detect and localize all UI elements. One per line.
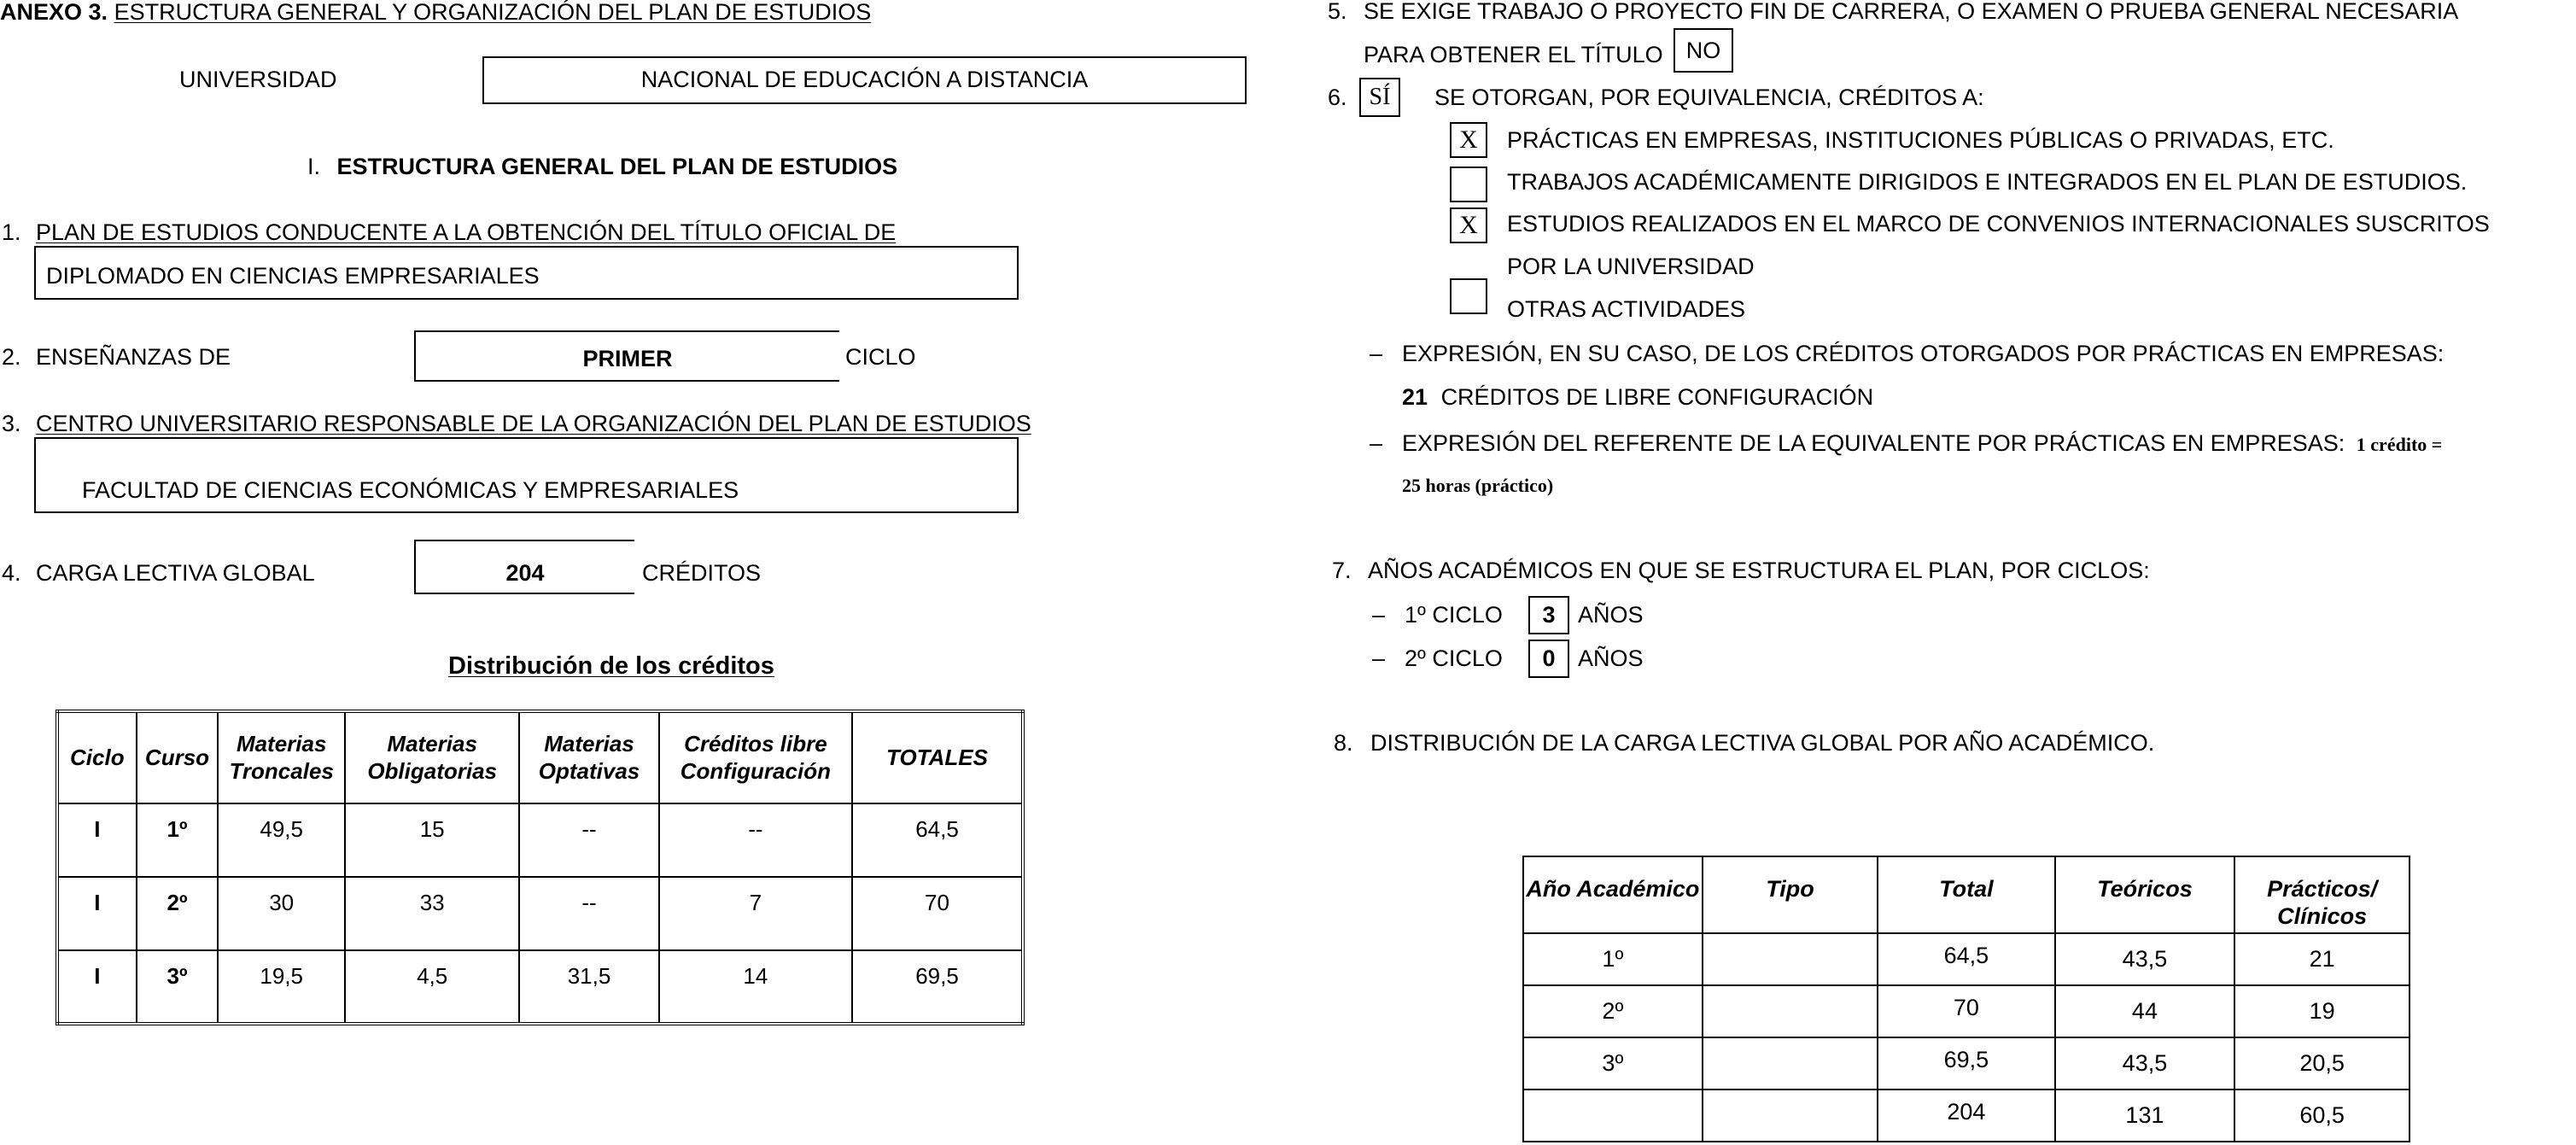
- table-row: [1523, 1090, 2410, 1142]
- year-table: [1522, 856, 2410, 1142]
- section-number: I.: [307, 154, 321, 179]
- table-cell: 43,5: [2055, 933, 2235, 985]
- table-cell: 1º: [137, 803, 219, 877]
- item1-label: PLAN DE ESTUDIOS CONDUCENTE A LA OBTENCIÓN DEL TÍTULO OFICIAL DE: [36, 219, 897, 245]
- annex-heading: [0, 1, 871, 24]
- table-cell: 19,5: [218, 950, 345, 1024]
- table-cell: 3º: [137, 950, 219, 1024]
- expr2-dash: –: [1370, 430, 1383, 456]
- table-cell: 70: [1878, 985, 2054, 1037]
- year-header-teoricos: Teóricos: [2055, 856, 2235, 933]
- table-cell: 69,5: [852, 950, 1023, 1024]
- table-cell: 2º: [137, 877, 219, 950]
- expr2-text: EXPRESIÓN DEL REFERENTE DE LA EQUIVALENTE POR PRÁCTICAS EN EMPRESAS:: [1402, 430, 2345, 456]
- table-cell: [1703, 1090, 1878, 1142]
- expr2-cont: 25 horas (práctico): [1402, 475, 1554, 496]
- item6-number: 6.: [1328, 85, 1347, 110]
- expr2-line: [1402, 432, 2442, 455]
- credits-header-libre: Créditos libre Configuración: [659, 711, 852, 803]
- table-cell: I: [57, 877, 137, 950]
- item2-suffix: CICLO: [845, 344, 916, 370]
- table-cell: --: [519, 803, 658, 877]
- item5-line2: PARA OBTENER EL TÍTULO: [1364, 42, 1663, 67]
- annex-title: ESTRUCTURA GENERAL Y ORGANIZACIÓN DEL PLAN DE ESTUDIOS: [114, 0, 872, 25]
- item1-value: DIPLOMADO EN CIENCIAS EMPRESARIALES: [46, 263, 540, 289]
- item6-label: SE OTORGAN, POR EQUIVALENCIA, CRÉDITOS A:: [1434, 85, 1984, 110]
- table-cell: 204: [1878, 1090, 2054, 1142]
- option-text: ESTUDIOS REALIZADOS EN EL MARCO DE CONVENIOS INTERNACIONALES SUSCRITOS: [1507, 211, 2490, 237]
- item4-suffix: CRÉDITOS: [642, 560, 762, 586]
- item4-value: 204: [505, 560, 545, 586]
- table-cell: 2º: [1523, 985, 1703, 1037]
- table-row: [1523, 1037, 2410, 1090]
- table-cell: 60,5: [2234, 1090, 2410, 1142]
- table-cell: [1703, 933, 1878, 985]
- table-cell: [1703, 1037, 1878, 1090]
- table-cell: 3º: [1523, 1037, 1703, 1090]
- section-title: [307, 155, 897, 178]
- item2-box: [414, 330, 839, 382]
- table-cell: 19: [2234, 985, 2410, 1037]
- table-cell: [1523, 1090, 1703, 1142]
- section-text: ESTRUCTURA GENERAL DEL PLAN DE ESTUDIOS: [336, 154, 898, 179]
- credits-table: [55, 710, 1025, 1025]
- table-cell: 64,5: [852, 803, 1023, 877]
- credits-header-curso: Curso: [137, 711, 219, 803]
- cycle2-dash: –: [1372, 646, 1386, 671]
- table-cell: 7: [659, 877, 852, 950]
- table-row: [57, 950, 1023, 1024]
- table-cell: 1º: [1523, 933, 1703, 985]
- option-text: OTRAS ACTIVIDADES: [1507, 296, 1746, 322]
- expr2-tail: 1 crédito =: [2356, 434, 2443, 455]
- item3-label: CENTRO UNIVERSITARIO RESPONSABLE DE LA ORGANIZACIÓN DEL PLAN DE ESTUDIOS: [36, 411, 1031, 436]
- expr1-credits: 21: [1402, 384, 1428, 410]
- table-cell: 14: [659, 950, 852, 1024]
- table-row: [1523, 985, 2410, 1037]
- option-checkbox: X: [1450, 207, 1487, 243]
- table-cell: 64,5: [1878, 933, 2054, 985]
- item7-number: 7.: [1332, 558, 1352, 583]
- item2-value: PRIMER: [582, 346, 673, 371]
- item4-label: CARGA LECTIVA GLOBAL: [36, 560, 315, 586]
- university-box: [482, 56, 1247, 104]
- option-text: PRÁCTICAS EN EMPRESAS, INSTITUCIONES PÚBLICAS O PRIVADAS, ETC.: [1507, 127, 2334, 153]
- cycle2-unit: AÑOS: [1578, 646, 1644, 671]
- item3-value: FACULTAD DE CIENCIAS ECONÓMICAS Y EMPRESARIALES: [82, 477, 739, 503]
- option-text-cont: POR LA UNIVERSIDAD: [1507, 254, 1755, 279]
- cycle2-value: 0: [1528, 640, 1569, 678]
- table-cell: --: [659, 803, 852, 877]
- table-cell: 44: [2055, 985, 2235, 1037]
- annex-label: ANEXO 3.: [0, 0, 108, 25]
- credits-header-totales: TOTALES: [852, 711, 1023, 803]
- cycle1-label: 1º CICLO: [1405, 602, 1503, 628]
- item4-number: 4.: [2, 560, 21, 586]
- year-header-practicos: Prácticos/ Clínicos: [2234, 856, 2410, 933]
- year-header-total: Total: [1878, 856, 2054, 933]
- item3-number: 3.: [2, 411, 21, 436]
- table-cell: 4,5: [345, 950, 519, 1024]
- cycle1-unit: AÑOS: [1578, 602, 1644, 628]
- cycle1-dash: –: [1372, 602, 1386, 628]
- credits-header-optativas: Materias Optativas: [519, 711, 658, 803]
- table-cell: 20,5: [2234, 1037, 2410, 1090]
- table-cell: --: [519, 877, 658, 950]
- expr1-credits-line: [1402, 386, 1873, 409]
- table-cell: 131: [2055, 1090, 2235, 1142]
- item6-yes-box: SÍ: [1359, 78, 1400, 117]
- table-cell: 30: [218, 877, 345, 950]
- item8-label: DISTRIBUCIÓN DE LA CARGA LECTIVA GLOBAL POR AÑO ACADÉMICO.: [1370, 730, 2155, 756]
- expr1-dash: –: [1370, 341, 1383, 366]
- table-cell: 21: [2234, 933, 2410, 985]
- table-cell: I: [57, 803, 137, 877]
- item5-value: NO: [1674, 28, 1733, 73]
- table-cell: 43,5: [2055, 1037, 2235, 1090]
- cycle1-value: 3: [1528, 596, 1569, 634]
- credits-header-obligatorias: Materias Obligatorias: [345, 711, 519, 803]
- expr1-credits-text: CRÉDITOS DE LIBRE CONFIGURACIÓN: [1440, 384, 1874, 410]
- credits-table-title: Distribución de los créditos: [448, 652, 774, 680]
- table-cell: 15: [345, 803, 519, 877]
- item5-number: 5.: [1328, 0, 1347, 24]
- item1-box: [34, 246, 1019, 300]
- option-checkbox: [1450, 166, 1487, 202]
- table-cell: 33: [345, 877, 519, 950]
- item2-number: 2.: [2, 344, 21, 370]
- university-label: UNIVERSIDAD: [179, 67, 337, 92]
- university-value: NACIONAL DE EDUCACIÓN A DISTANCIA: [640, 67, 1089, 92]
- option-checkbox: [1450, 278, 1487, 314]
- item2-label: ENSEÑANZAS DE: [36, 344, 231, 370]
- expr1-text: EXPRESIÓN, EN SU CASO, DE LOS CRÉDITOS OTORGADOS POR PRÁCTICAS EN EMPRESAS:: [1402, 341, 2445, 366]
- table-row: [57, 877, 1023, 950]
- option-checkbox: X: [1450, 122, 1487, 158]
- item3-box: [34, 437, 1019, 513]
- table-cell: 31,5: [519, 950, 658, 1024]
- table-cell: 69,5: [1878, 1037, 2054, 1090]
- table-cell: [1703, 985, 1878, 1037]
- table-cell: 49,5: [218, 803, 345, 877]
- item7-label: AÑOS ACADÉMICOS EN QUE SE ESTRUCTURA EL PLAN, POR CICLOS:: [1368, 558, 2150, 583]
- table-cell: I: [57, 950, 137, 1024]
- table-cell: 70: [852, 877, 1023, 950]
- credits-header-ciclo: Ciclo: [57, 711, 137, 803]
- year-table-header-row: [1523, 856, 2410, 933]
- option-text: TRABAJOS ACADÉMICAMENTE DIRIGIDOS E INTEGRADOS EN EL PLAN DE ESTUDIOS.: [1507, 169, 2468, 195]
- table-row: [1523, 933, 2410, 985]
- cycle2-label: 2º CICLO: [1405, 646, 1503, 671]
- year-header-tipo: Tipo: [1703, 856, 1878, 933]
- item1-number: 1.: [2, 219, 21, 245]
- credits-header-troncales: Materias Troncales: [218, 711, 345, 803]
- year-header-anio: Año Académico: [1523, 856, 1703, 933]
- table-row: [57, 803, 1023, 877]
- item4-box: [414, 540, 634, 594]
- item5-line1: SE EXIGE TRABAJO O PROYECTO FIN DE CARRERA, O EXAMEN O PRUEBA GENERAL NECESARIA: [1364, 0, 2459, 24]
- item8-number: 8.: [1334, 730, 1353, 756]
- credits-table-header-row: [57, 711, 1023, 803]
